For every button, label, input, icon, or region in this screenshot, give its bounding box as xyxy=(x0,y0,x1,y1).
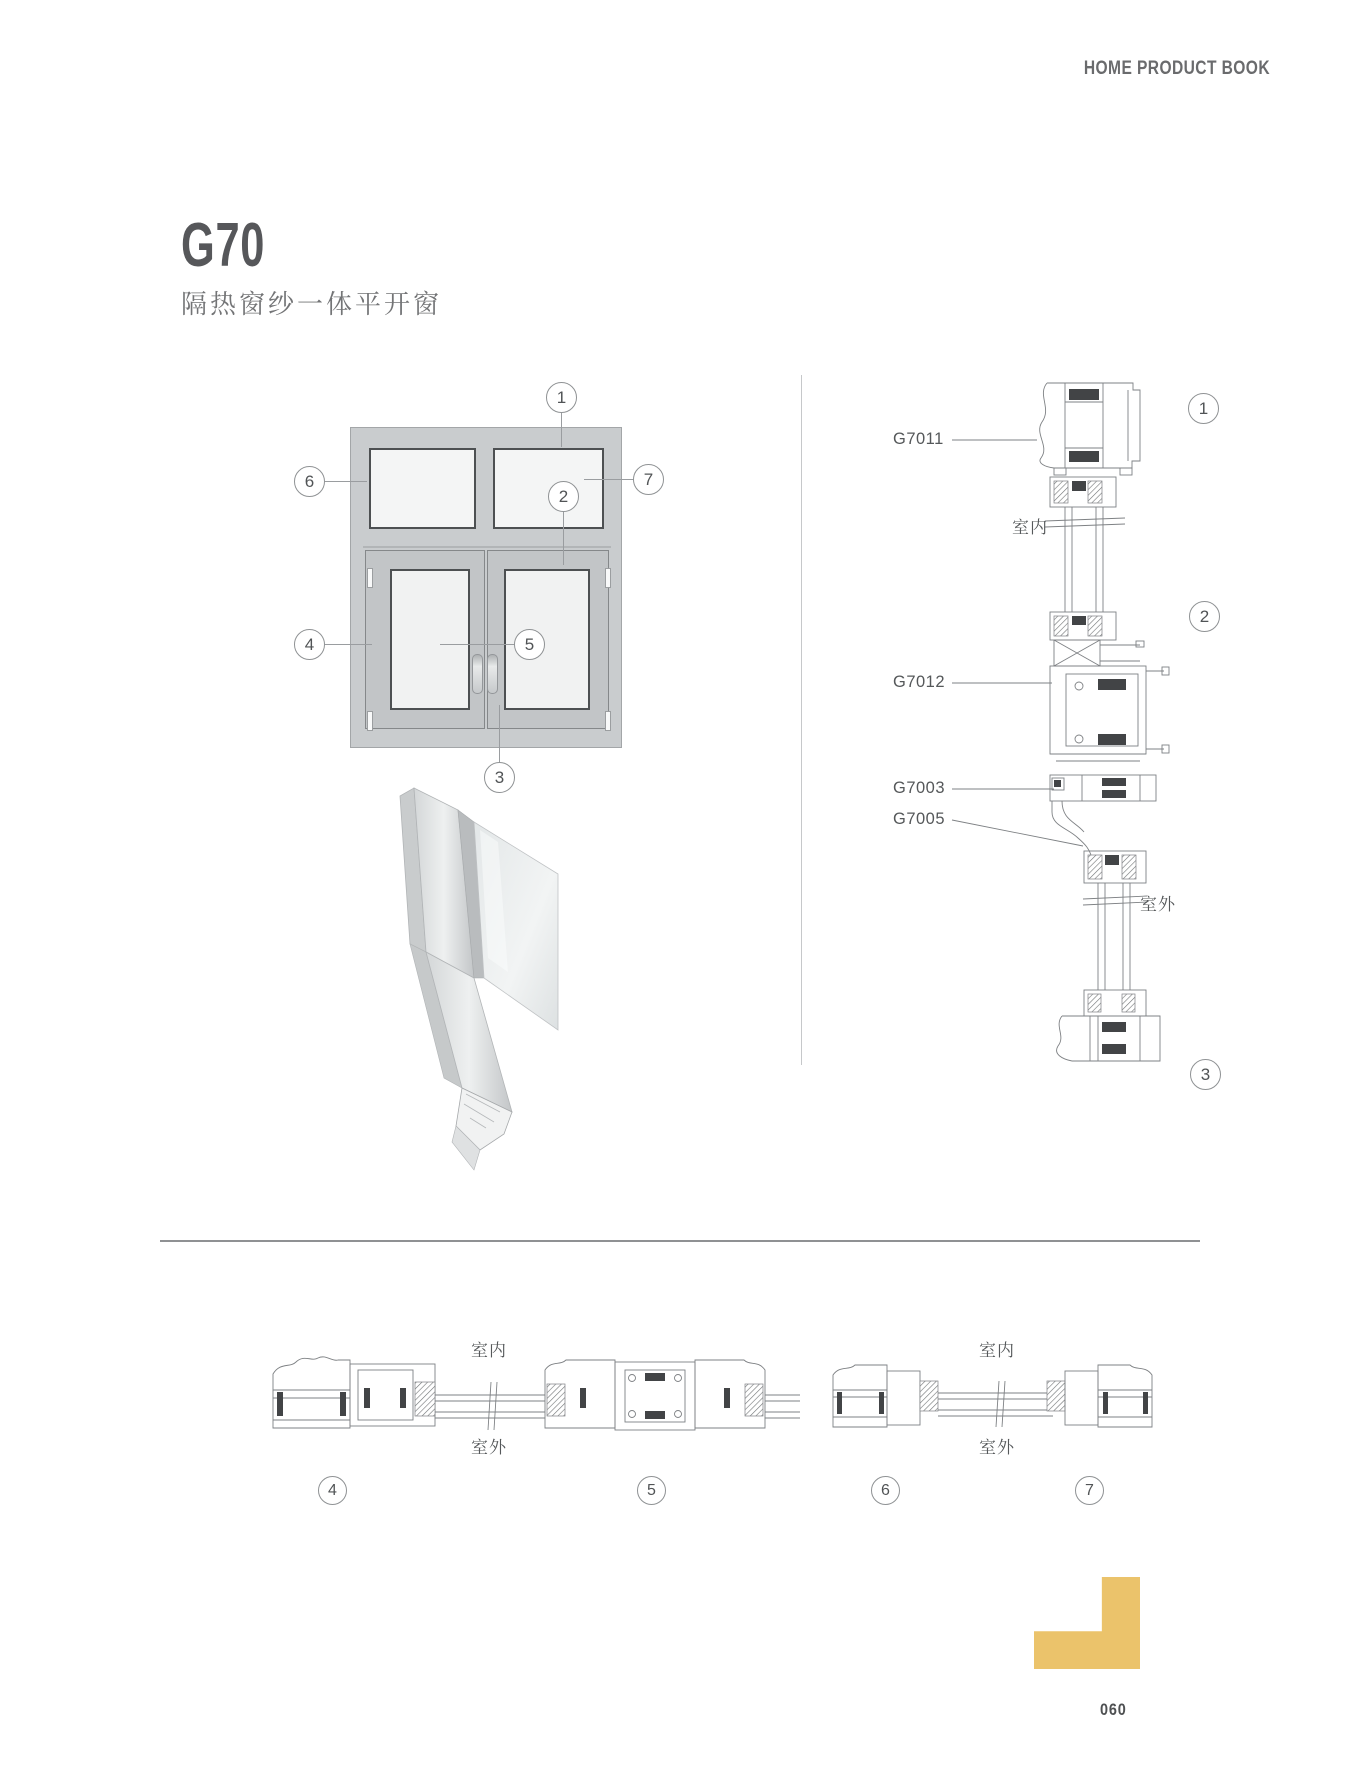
profile-3d-render xyxy=(362,782,584,1202)
window-front-elevation xyxy=(350,427,622,748)
section-callout-4: 4 xyxy=(318,1476,347,1505)
section-callout-7: 7 xyxy=(1075,1476,1104,1505)
leader-line xyxy=(325,644,372,645)
hinge-icon xyxy=(605,711,611,731)
horizontal-section-left-drawing xyxy=(260,1340,810,1450)
corner-accent-graphic xyxy=(1034,1577,1140,1669)
indoor-label: 室内 xyxy=(979,1341,1015,1360)
book-title: HOME PRODUCT BOOK xyxy=(1083,58,1270,79)
part-label-g7005: G7005 xyxy=(893,810,946,828)
callout-2: 2 xyxy=(548,481,579,512)
callout-1: 1 xyxy=(546,382,577,413)
outdoor-label: 室外 xyxy=(471,1438,507,1457)
leader-line xyxy=(499,705,500,762)
outdoor-label: 室外 xyxy=(979,1438,1015,1457)
section-callout-1: 1 xyxy=(1188,393,1219,424)
fixed-pane-right xyxy=(493,448,604,529)
sash-glass-left xyxy=(390,569,470,710)
indoor-label: 室内 xyxy=(471,1341,507,1360)
vertical-divider xyxy=(801,375,802,1065)
hinge-icon xyxy=(367,568,373,588)
section-callout-2: 2 xyxy=(1189,601,1220,632)
leader-line xyxy=(561,413,562,447)
hinge-icon xyxy=(605,568,611,588)
part-label-g7011: G7011 xyxy=(893,430,944,448)
window-handle-left xyxy=(472,654,483,694)
section-callout-6: 6 xyxy=(871,1476,900,1505)
leader-line xyxy=(563,512,564,565)
callout-3: 3 xyxy=(484,762,515,793)
horizontal-divider xyxy=(160,1240,1200,1242)
callout-5: 5 xyxy=(514,629,545,660)
hinge-icon xyxy=(367,711,373,731)
product-name: 隔热窗纱一体平开窗 xyxy=(181,289,443,319)
indoor-label: 室内 xyxy=(1012,518,1048,537)
callout-7: 7 xyxy=(633,464,664,495)
section-callout-5: 5 xyxy=(637,1476,666,1505)
leader-line xyxy=(325,481,367,482)
callout-4: 4 xyxy=(294,629,325,660)
casement-sash-left xyxy=(365,550,485,729)
leader-line xyxy=(440,644,514,645)
page-number: 060 xyxy=(1100,1700,1127,1719)
callout-6: 6 xyxy=(294,466,325,497)
window-handle-right xyxy=(487,654,498,694)
part-label-g7003: G7003 xyxy=(893,779,946,797)
transom-line xyxy=(363,546,611,548)
casement-sash-right xyxy=(487,550,609,729)
part-label-g7012: G7012 xyxy=(893,673,946,691)
product-model: G70 xyxy=(181,211,266,280)
fixed-pane-left xyxy=(369,448,476,529)
leader-line xyxy=(584,479,633,480)
section-callout-3: 3 xyxy=(1190,1059,1221,1090)
outdoor-label: 室外 xyxy=(1140,895,1176,914)
